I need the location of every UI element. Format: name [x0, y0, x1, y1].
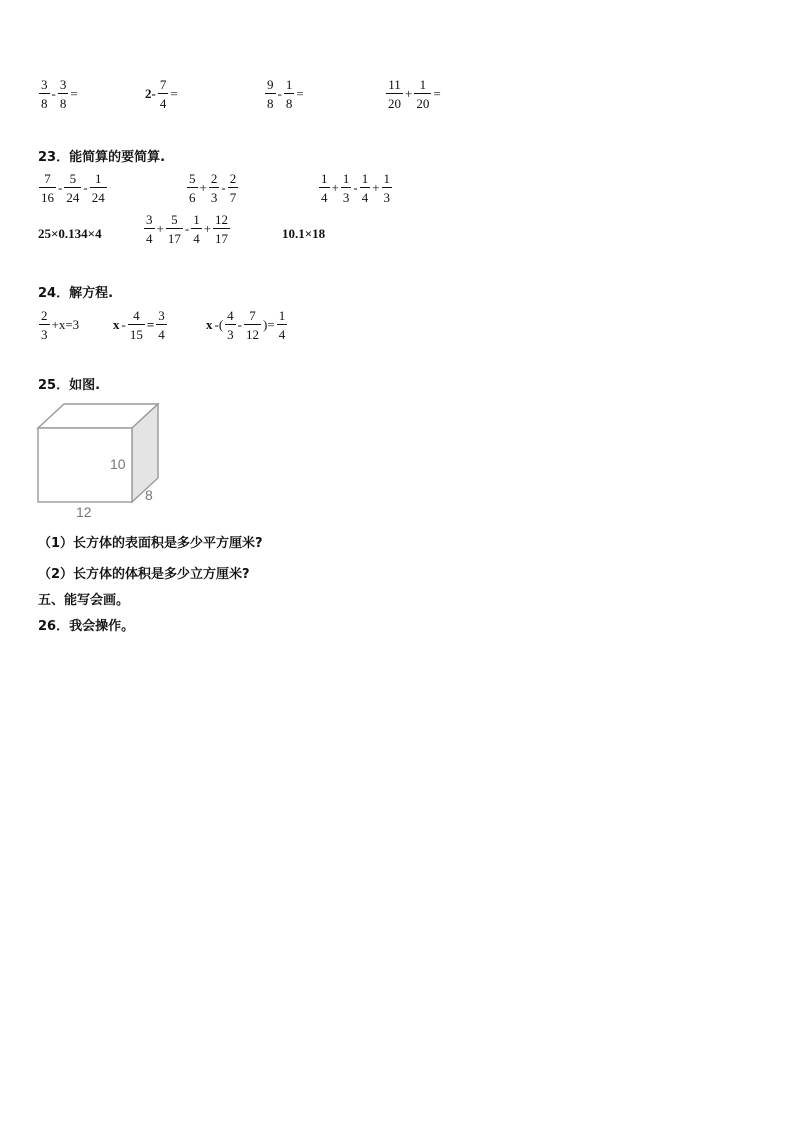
fraction: $\frac{1}{3}$	[383, 171, 391, 205]
fraction: $\frac{1}{3}$	[342, 171, 350, 205]
fraction: $\frac{1}{20}$	[416, 77, 430, 111]
fraction: $\frac{4}{15}$	[129, 308, 143, 342]
row1-expr-4: $\frac{11}{20}$ + $\frac{1}{20}$ =	[388, 77, 441, 111]
row1-expr-2: 2- $\frac{7}{4}$ =	[145, 77, 178, 111]
section-5-heading: 五、能写会画。	[38, 593, 130, 608]
fraction: $\frac{2}{3}$	[41, 308, 48, 342]
fraction: $\frac{3}{8}$	[59, 77, 67, 111]
height-label: 10	[110, 456, 126, 472]
fraction: $\frac{1}{8}$	[285, 77, 293, 111]
fraction: $\frac{1}{4}$	[193, 212, 200, 246]
fraction: $\frac{1}{4}$	[361, 171, 369, 205]
fraction: $\frac{5}{24}$	[66, 171, 80, 205]
fraction: $\frac{5}{6}$	[189, 171, 196, 205]
fraction: $\frac{1}{4}$	[278, 308, 286, 342]
q23-expr-1: $\frac{7}{16}$ - $\frac{5}{24}$ - $\frac{1}{24}$	[41, 171, 105, 205]
fraction: $\frac{1}{4}$	[321, 171, 328, 205]
fraction: $\frac{7}{12}$	[246, 308, 260, 342]
q23-title: 23．能简算的要简算.	[38, 150, 166, 165]
fraction: $\frac{3}{4}$	[158, 308, 165, 342]
fraction: $\frac{2}{7}$	[229, 171, 237, 205]
fraction: $\frac{5}{17}$	[167, 212, 181, 246]
q24-equation-3: x -( $\frac{4}{3}$ - $\frac{7}{12}$ )= $\frac{1}{4}$	[206, 308, 286, 342]
fraction: $\frac{7}{4}$	[159, 77, 167, 111]
q23-expr-2: $\frac{5}{6}$ + $\frac{2}{3}$ - $\frac{2}{7}$	[189, 171, 237, 205]
fraction: $\frac{11}{20}$	[388, 77, 401, 111]
q24-title: 24．解方程.	[38, 286, 114, 301]
length-label: 12	[76, 504, 92, 520]
q25-sub-question-1: （1）长方体的表面积是多少平方厘米?	[38, 536, 263, 551]
q24-equation-2: x - $\frac{4}{15}$ = $\frac{3}{4}$	[113, 308, 165, 342]
fraction: $\frac{7}{16}$	[41, 171, 54, 205]
q26-title: 26．我会操作。	[38, 619, 135, 634]
q23-expr-3: $\frac{1}{4}$ + $\frac{1}{3}$ - $\frac{1}{4}$ + $\frac{1}{3}$	[321, 171, 391, 205]
fraction: $\frac{9}{8}$	[267, 77, 274, 111]
depth-label: 8	[145, 487, 153, 503]
q25-title: 25．如图.	[38, 378, 101, 393]
q23-expr-4: 25×0.134×4	[38, 226, 102, 241]
row1-expr-1: $\frac{3}{8}$ - $\frac{3}{8}$ =	[41, 77, 78, 111]
q23-expr-6: 10.1×18	[282, 226, 326, 241]
fraction: $\frac{3}{8}$	[41, 77, 48, 111]
cuboid-figure	[30, 398, 170, 522]
fraction: $\frac{12}{17}$	[215, 212, 229, 246]
fraction: $\frac{4}{3}$	[227, 308, 234, 342]
q23-expr-5: $\frac{3}{4}$ + $\frac{5}{17}$ - $\frac{1}{4}$ + $\frac{12}{17}$	[146, 212, 229, 246]
fraction: $\frac{1}{24}$	[91, 171, 105, 205]
q24-equation-1: $\frac{2}{3}$ +x=3	[41, 308, 80, 342]
fraction: $\frac{2}{3}$	[210, 171, 218, 205]
row1-expr-3: $\frac{9}{8}$ - $\frac{1}{8}$ =	[267, 77, 304, 111]
fraction: $\frac{3}{4}$	[146, 212, 153, 246]
q25-sub-question-2: （2）长方体的体积是多少立方厘米?	[38, 567, 250, 582]
